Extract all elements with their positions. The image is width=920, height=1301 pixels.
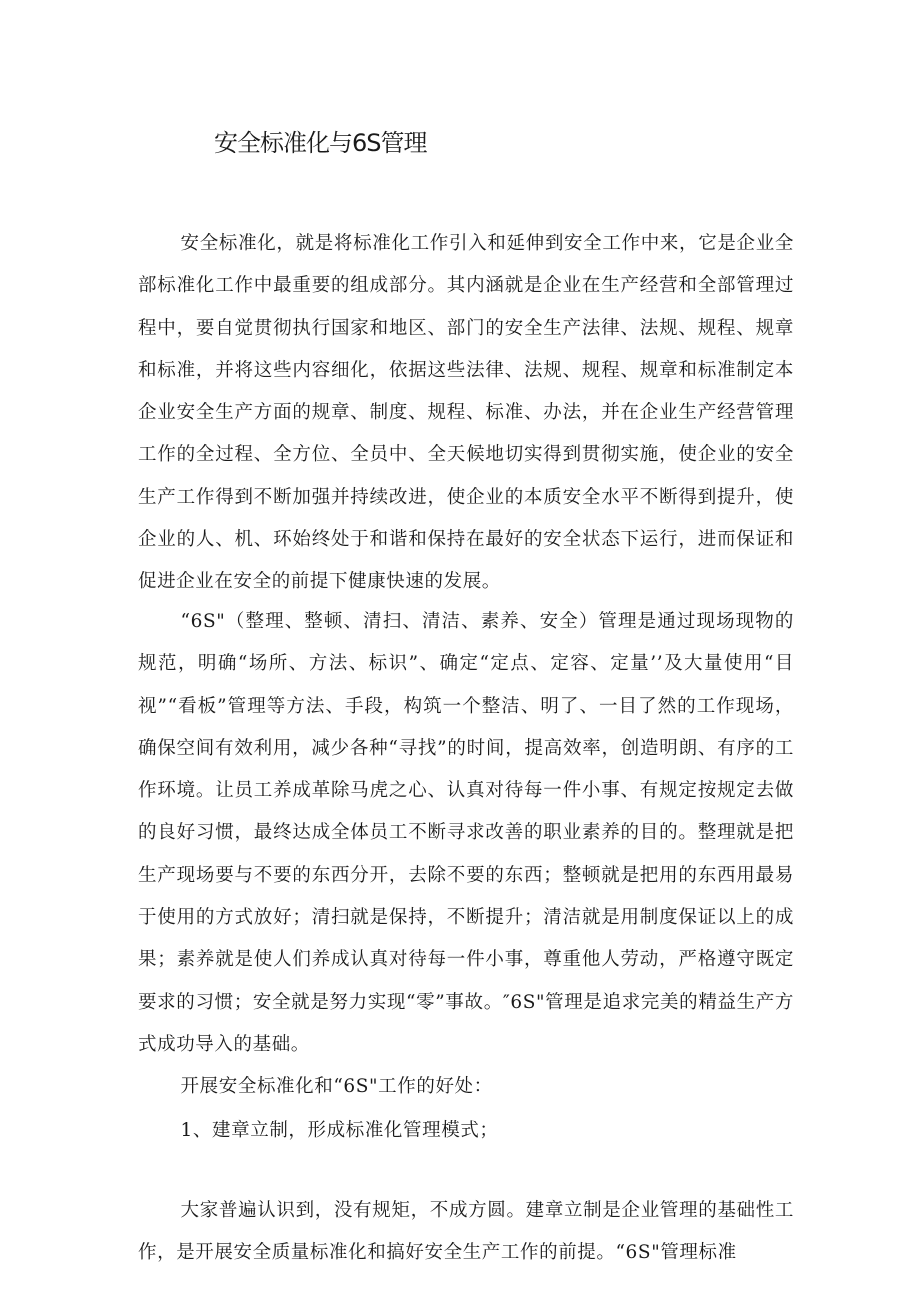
paragraph-rules-intro: 大家普遍认识到，没有规矩，不成方圆。建章立制是企业管理的基础性工作，是开展安全质量标准化和搞好安全生产工作的前提。“6S"管理标准 (138, 1200, 794, 1264)
paragraph-6s-management: “6S"（整理、整顿、清扫、清洁、素养、安全）管理是通过现场现物的规范，明确“场所、方法、标识”、确定“定点、定容、定量’’及大量使用“目视”“看板”管理等方法、手段，构筑一个整洁、明了、一目了然的工作现场，确保空间有效利用，减少各种“寻找”的时间，提高效率，创造明朗、有序的工作环境。让员工养成革除马虎之心、认真对待每一件小事、有规定按规定去做的良好习惯，最终达成全体员工不断寻求改善的职业素养的目的。整理就是把生产现场要与不要的东西分开，去除不要的东西；整顿就是把用的东西用最易于使用的方式放好；清扫就是保持，不断提升；清洁就是用制度保证以上的成果；素养就是使人们养成认真对待每一件小事，尊重他人劳动，严格遵守既定要求的习惯；安全就是努力实现“零”事故。″6S"管理是追求完美的精益生产方式成功导入的基础。 (138, 611, 794, 1055)
paragraph-safety-standardization: 安全标准化，就是将标准化工作引入和延伸到安全工作中来，它是企业全部标准化工作中最重要的组成部分。其内涵就是企业在生产经营和全部管理过程中，要自觉贯彻执行国家和地区、部门的安全生产法律、法规、规程、规章和标准，并将这些内容细化，依据这些法律、法规、规程、规章和标准制定本企业安全生产方面的规章、制度、规程、标准、办法，并在企业生产经营管理工作的全过程、全方位、全员中、全天候地切实得到贯彻实施，使企业的安全生产工作得到不断加强并持续改进，使企业的本质安全水平不断得到提升，使企业的人、机、环始终处于和谐和保持在最好的安全状态下运行，进而保证和促进企业在安全的前提下健康快速的发展。 (138, 233, 794, 593)
document-title: 安全标准化与6S管理 (214, 129, 427, 157)
paragraph-item-1: 1、建章立制，形成标准化管理模式； (180, 1120, 499, 1141)
paragraph-benefits-heading: 开展安全标准化和“6S"工作的好处： (180, 1076, 493, 1097)
